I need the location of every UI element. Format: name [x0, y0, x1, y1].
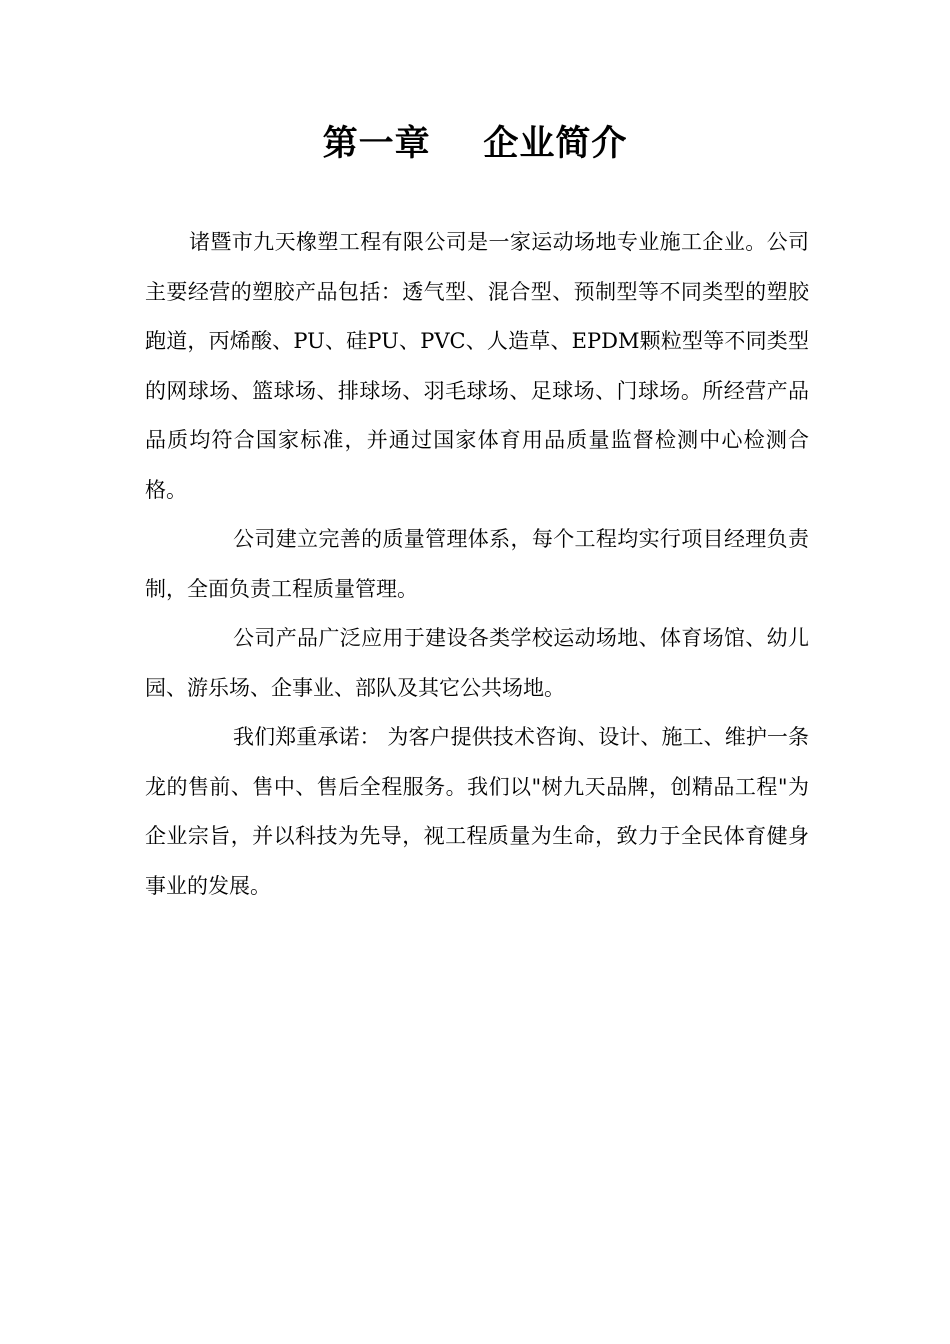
paragraph-applications: 公司产品广泛应用于建设各类学校运动场地、体育场馆、幼儿园、游乐场、企事业、部队及其它公共场地。 — [145, 626, 809, 700]
paragraph-company-intro: 诸暨市九天橡塑工程有限公司是一家运动场地专业施工企业。公司主要经营的塑胶产品包括：透气型、混合型、预制型等不同类型的塑胶跑道，丙烯酸、PU、硅PU、PVC、人造草、EPDM颗粒型等不同类型的网球场、篮球场、排球场、羽毛球场、足球场、门球场。所经营产品品质均符合国家标准，并通过国家体育用品质量监督检测中心检测合格。 — [145, 230, 809, 502]
paragraph-commitment: 我们郑重承诺： 为客户提供技术咨询、设计、施工、维护一条龙的售前、售中、售后全程服务。我们以"树九天品牌，创精品工程"为企业宗旨，并以科技为先导，视工程质量为生命，致力于全民体育健身事业的发展。 — [145, 725, 809, 898]
body-text — [145, 218, 809, 911]
chapter-title: 第一章 企业简介 — [322, 124, 628, 164]
paragraph-quality-management: 公司建立完善的质量管理体系，每个工程均实行项目经理负责制，全面负责工程质量管理。 — [145, 527, 809, 601]
